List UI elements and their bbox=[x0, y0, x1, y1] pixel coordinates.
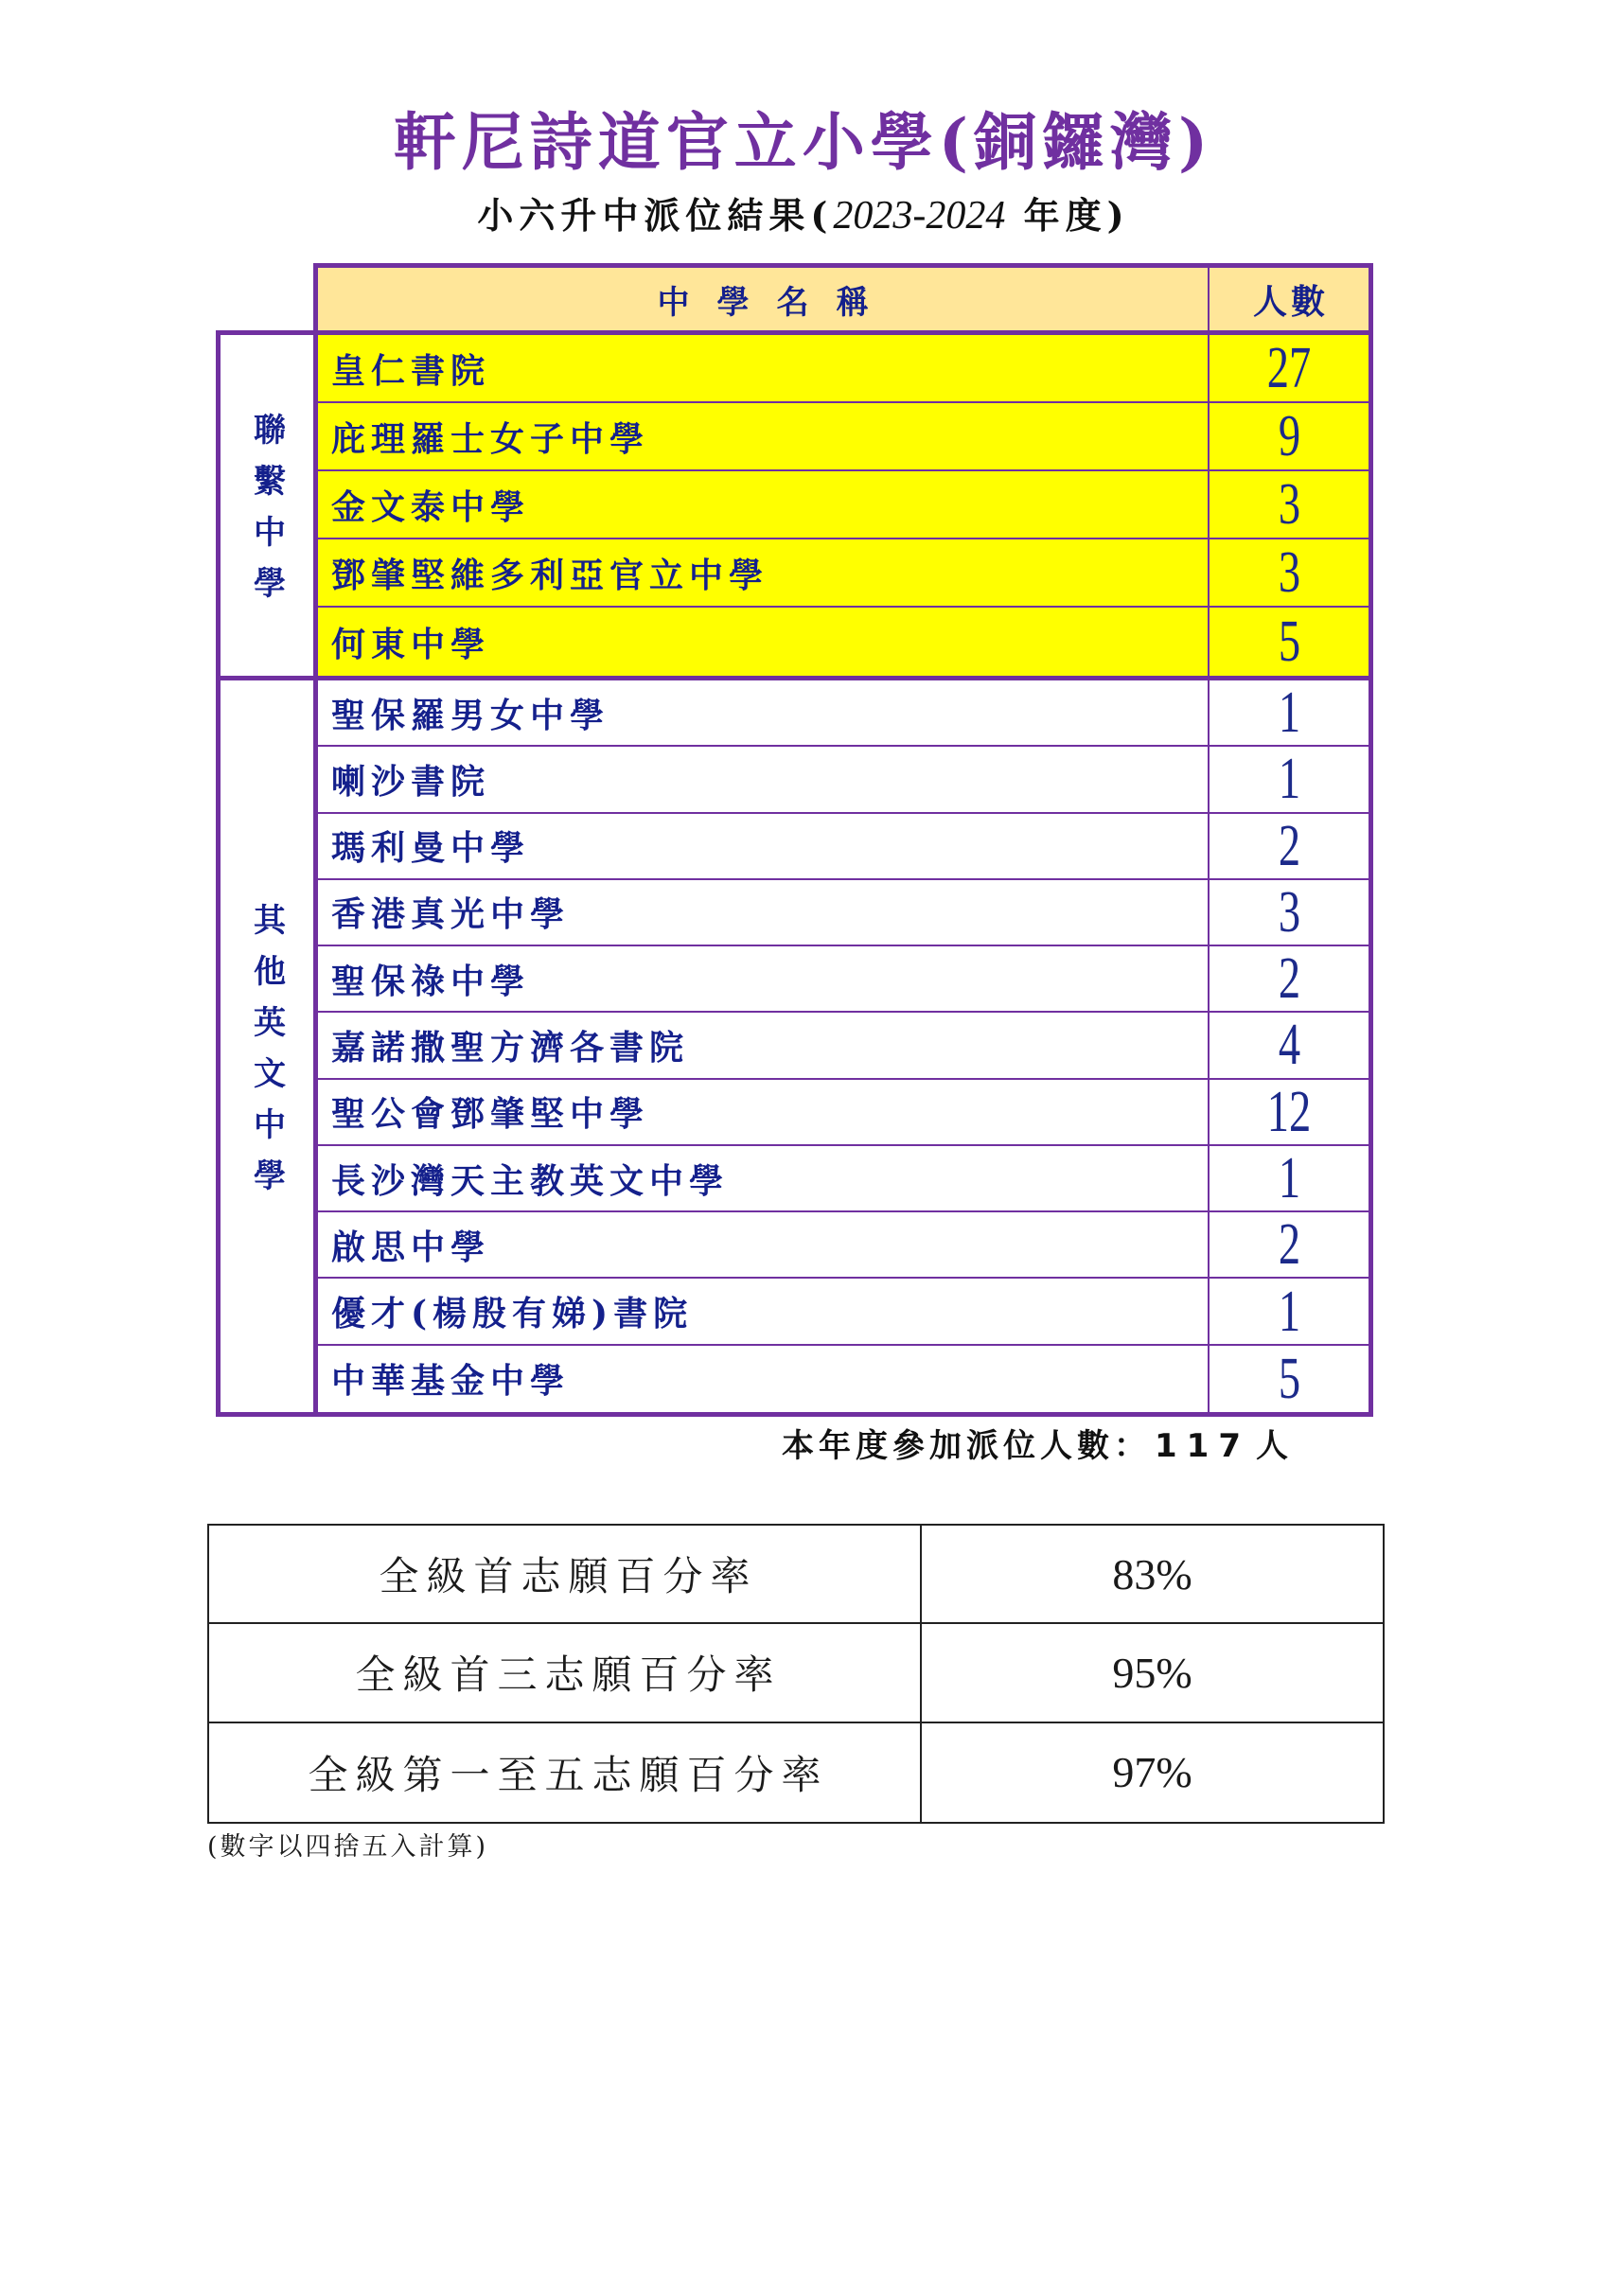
student-count bbox=[1210, 1279, 1369, 1343]
table-row bbox=[318, 608, 1369, 676]
student-count bbox=[1210, 880, 1369, 945]
student-count-value: 1 bbox=[1278, 747, 1300, 812]
school-name: 瑪利曼中學 bbox=[318, 814, 1210, 878]
student-count-value: 3 bbox=[1278, 879, 1300, 945]
student-count-value: 5 bbox=[1278, 1346, 1300, 1411]
table-row bbox=[318, 880, 1369, 946]
total-participants-count: 117 bbox=[1155, 1427, 1250, 1465]
total-participants-unit: 人 bbox=[1255, 1427, 1293, 1465]
stats-label: 全級第一至五志願百分率 bbox=[209, 1723, 922, 1822]
school-name: 喇沙書院 bbox=[318, 747, 1210, 811]
student-count-value: 9 bbox=[1278, 404, 1300, 468]
header-count: 人數 bbox=[1252, 281, 1329, 322]
student-count bbox=[1210, 946, 1369, 1011]
table-row bbox=[318, 335, 1369, 403]
stats-label: 全級首三志願百分率 bbox=[209, 1624, 922, 1721]
group-label-cell bbox=[221, 335, 318, 676]
stats-row bbox=[209, 1723, 1383, 1822]
school-name: 長沙灣天主教英文中學 bbox=[318, 1146, 1210, 1210]
table-row bbox=[318, 471, 1369, 539]
student-count-value: 2 bbox=[1278, 813, 1300, 878]
school-name: 聖保祿中學 bbox=[318, 946, 1210, 1011]
table-row bbox=[318, 1080, 1369, 1146]
subtitle-prefix: 小六升中派位結果( bbox=[477, 194, 834, 237]
school-name: 優才(楊殷有娣)書院 bbox=[318, 1279, 1210, 1343]
school-name: 何東中學 bbox=[318, 608, 1210, 676]
school-name: 嘉諾撒聖方濟各書院 bbox=[318, 1013, 1210, 1077]
footnote: (數字以四捨五入計算) bbox=[207, 1832, 489, 1862]
student-count-value: 1 bbox=[1278, 1279, 1300, 1344]
group-label-linked: 聯繫中學 bbox=[247, 413, 286, 617]
student-count-value: 3 bbox=[1278, 472, 1300, 537]
subtitle-suffix: 年度) bbox=[1005, 194, 1130, 237]
stats-row bbox=[209, 1624, 1383, 1722]
stats-label: 全級首志願百分率 bbox=[209, 1526, 922, 1622]
school-name: 庇理羅士女子中學 bbox=[318, 403, 1210, 469]
group-label-other: 其他英文中學 bbox=[247, 902, 286, 1210]
table-row bbox=[318, 747, 1369, 813]
student-count-value: 1 bbox=[1278, 680, 1300, 746]
table-row bbox=[318, 1013, 1369, 1079]
student-count bbox=[1210, 680, 1369, 745]
table-row bbox=[318, 1212, 1369, 1279]
table-row bbox=[318, 1146, 1369, 1212]
total-participants-label: 本年度參加派位人數： bbox=[782, 1427, 1151, 1465]
page-title: 軒尼詩道官立小學(銅鑼灣) bbox=[393, 105, 1214, 179]
stats-row bbox=[209, 1526, 1383, 1624]
stats-value: 97% bbox=[1112, 1748, 1192, 1797]
student-count bbox=[1210, 1080, 1369, 1144]
subtitle-years: 2023-2024 bbox=[833, 194, 1006, 238]
student-count-value: 1 bbox=[1278, 1146, 1300, 1211]
school-name: 鄧肇堅維多利亞官立中學 bbox=[318, 539, 1210, 606]
stats-value: 95% bbox=[1112, 1648, 1192, 1697]
allocation-table-header bbox=[313, 263, 1373, 335]
school-name: 聖保羅男女中學 bbox=[318, 680, 1210, 745]
table-row bbox=[318, 539, 1369, 608]
student-count-value: 3 bbox=[1278, 540, 1300, 605]
table-row bbox=[318, 946, 1369, 1013]
student-count-value: 2 bbox=[1278, 946, 1300, 1012]
student-count bbox=[1210, 1212, 1369, 1277]
school-name: 香港真光中學 bbox=[318, 880, 1210, 945]
student-count-value: 4 bbox=[1278, 1013, 1300, 1078]
student-count bbox=[1210, 1013, 1369, 1077]
student-count bbox=[1210, 1346, 1369, 1412]
student-count bbox=[1210, 814, 1369, 878]
school-name: 皇仁書院 bbox=[318, 335, 1210, 401]
table-row bbox=[318, 680, 1369, 747]
table-row bbox=[318, 814, 1369, 880]
student-count bbox=[1210, 471, 1369, 538]
student-count-value: 2 bbox=[1278, 1212, 1300, 1278]
student-count bbox=[1210, 403, 1369, 469]
table-row bbox=[318, 1346, 1369, 1412]
school-name: 中華基金中學 bbox=[318, 1346, 1210, 1412]
table-row bbox=[318, 1279, 1369, 1345]
group-rows bbox=[318, 335, 1369, 676]
header-school-name: 中學名稱 bbox=[318, 268, 1210, 330]
choice-percentage-table bbox=[207, 1524, 1385, 1824]
total-participants bbox=[782, 1425, 1293, 1467]
table-row bbox=[318, 403, 1369, 471]
school-name: 聖公會鄧肇堅中學 bbox=[318, 1080, 1210, 1144]
student-count bbox=[1210, 335, 1369, 401]
group-label-cell bbox=[221, 680, 318, 1412]
student-count bbox=[1210, 747, 1369, 811]
page-subtitle bbox=[0, 193, 1607, 238]
group-rows bbox=[318, 680, 1369, 1412]
student-count-value: 27 bbox=[1266, 336, 1312, 400]
student-count-value: 5 bbox=[1278, 609, 1300, 674]
student-count bbox=[1210, 539, 1369, 606]
student-count-value: 12 bbox=[1266, 1079, 1312, 1144]
group-other-schools bbox=[216, 676, 1373, 1417]
group-linked-schools bbox=[216, 330, 1373, 680]
student-count bbox=[1210, 1146, 1369, 1210]
school-name: 金文泰中學 bbox=[318, 471, 1210, 538]
student-count bbox=[1210, 608, 1369, 676]
stats-value: 83% bbox=[1112, 1549, 1192, 1598]
school-name: 啟思中學 bbox=[318, 1212, 1210, 1277]
